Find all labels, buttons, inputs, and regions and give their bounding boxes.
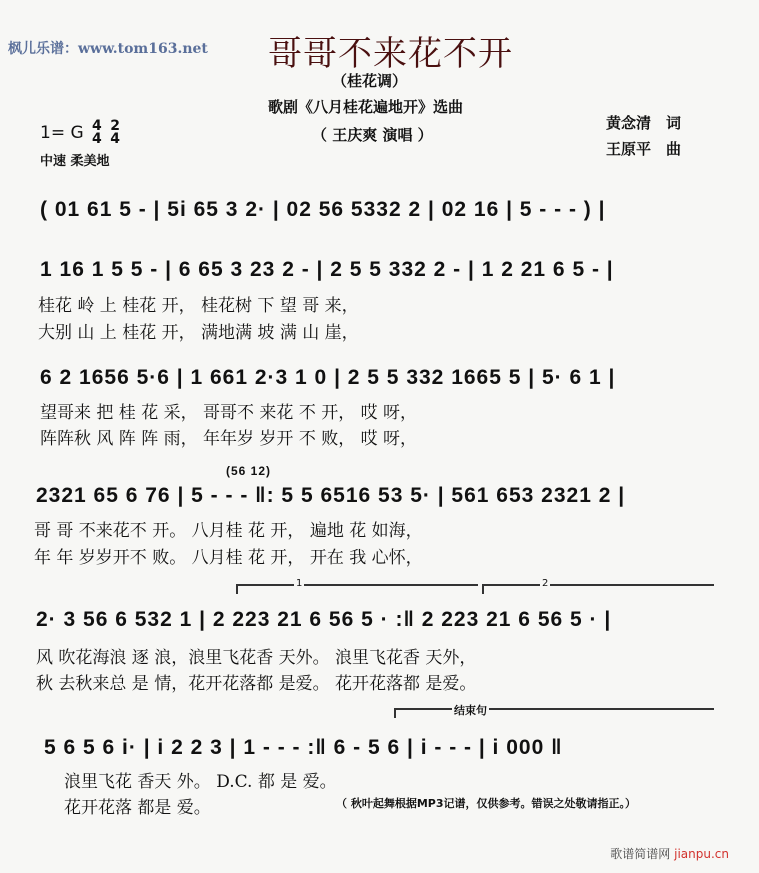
score-line-5-lyrics-verse1: 风 吹花海浪 逐 浪，浪里飞花香 天外。 浪里飞花香 天外， — [36, 648, 477, 668]
site-watermark: 枫儿乐谱：www.tom163.net — [8, 41, 208, 57]
song-title: 哥哥不来花不开 — [268, 34, 513, 74]
score-line-2-lyrics-verse1: 桂花 岭 上 桂花 开， 桂花树 下 望 哥 来， — [38, 296, 359, 316]
footer-site-url: jianpu.cn — [674, 847, 729, 861]
composer: 王原平 曲 — [606, 140, 682, 158]
score-line-6-lyrics-verse1: 浪里飞花 香天 外。 D.C. 都 是 爱。 — [64, 772, 337, 792]
score-line-5-lyrics-verse2: 秋 去秋来总 是 情，花开花落都 是爱。 花开花落都 是爱。 — [36, 674, 477, 694]
score-line-2-notes: 1 16 1 5 5 - | 6 65 3 23 2 - | 2 5 5 332 2 - | 1 2 21 6 5 - | — [40, 258, 614, 281]
key-label: 1= G — [40, 123, 84, 143]
transcriber-note: （ 秋叶起舞根据MP3记谱，仅供参考。错误之处敬请指正。） — [336, 797, 636, 810]
subtitle-tune: （桂花调） — [332, 72, 408, 90]
score-line-6-notes: 5 6 5 6 i· | i 2 2 3 | 1 - - - :‖ 6 - 5 6 | i - - - | i 000 ‖ — [44, 736, 563, 759]
score-line-2-lyrics-verse2: 大别 山 上 桂花 开， 满地满 坡 满 山 崖， — [38, 323, 359, 343]
score-line-3-lyrics-verse1: 望哥来 把 桂 花 采， 哥哥不 来花 不 开， 哎 呀， — [40, 403, 418, 423]
score-line-3-notes: 6 2 1656 5·6 | 1 661 2·3 1 0 | 2 5 5 332 1665 5 | 5· 6 1 | — [40, 366, 616, 389]
ossia-notes: (56 12) — [226, 464, 272, 478]
time-signature-4-4: 4 4 — [92, 118, 102, 147]
score-line-3-lyrics-verse2: 阵阵秋 风 阵 阵 雨， 年年岁 岁开 不 败， 哎 呀， — [40, 429, 418, 449]
lyricist: 黄念清 词 — [606, 114, 682, 132]
volta-bracket-2: 2 — [482, 584, 714, 594]
subtitle-singer: （ 王庆爽 演唱 ） — [312, 126, 433, 144]
ending-bracket: 结束句 — [394, 708, 714, 718]
volta-bracket-1: 1 — [236, 584, 478, 594]
time-signature-2-4: 2 4 — [110, 118, 120, 147]
footer-watermark — [610, 845, 729, 862]
score-line-4-lyrics-verse2: 年 年 岁岁开不 败。 八月桂 花 开， 开在 我 心怀， — [34, 548, 423, 568]
subtitle-opera: 歌剧《八月桂花遍地开》选曲 — [268, 98, 464, 116]
score-line-5-notes: 2· 3 56 6 532 1 | 2 223 21 6 56 5 · :‖ 2 223 21 6 56 5 · | — [36, 608, 612, 631]
score-line-4-notes: 2321 65 6 76 | 5 - - - ‖: 5 5 6516 53 5· | 561 653 2321 2 | — [36, 484, 626, 507]
score-line-1-notes: ( 01 61 5 - | 5i 65 3 2· | 02 56 5332 2 | 02 16 | 5 - - - ) | — [40, 198, 606, 221]
tempo-marking: 中速 柔美地 — [40, 154, 110, 169]
score-line-4-lyrics-verse1: 哥 哥 不来花不 开。 八月桂 花 开， 遍地 花 如海， — [34, 521, 423, 541]
key-signature — [40, 120, 120, 146]
footer-site-name: 歌谱简谱网 — [610, 847, 671, 861]
score-line-6-lyrics-verse2: 花开花落 都是 爱。 — [64, 798, 211, 818]
